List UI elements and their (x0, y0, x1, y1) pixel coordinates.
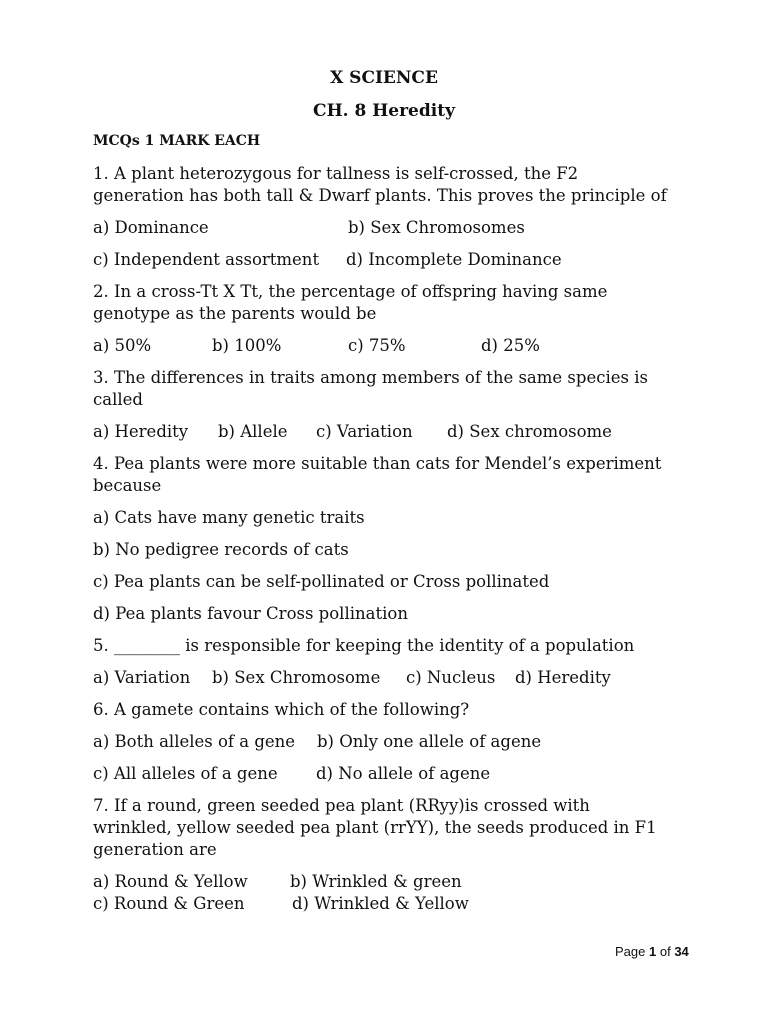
question-6-option-b: b) Only one allele of agene (317, 732, 542, 751)
question-1-line-2: generation has both tall & Dwarf plants. This proves the principle of (93, 186, 667, 205)
document-title: X SCIENCE (330, 68, 438, 88)
question-3-option-b: b) Allele (218, 422, 288, 441)
question-7-line-3: generation are (93, 840, 217, 859)
question-7-option-d: d) Wrinkled & Yellow (292, 894, 469, 913)
page-label: Page (615, 944, 646, 959)
question-1-line-1: 1. A plant heterozygous for tallness is self-crossed, the F2 (93, 164, 579, 183)
question-3-line-2: called (93, 390, 143, 409)
question-3-option-a: a) Heredity (93, 422, 189, 441)
question-1-option-a: a) Dominance (93, 218, 209, 237)
question-5-line-1: 5. ________ is responsible for keeping the identity of a population (93, 636, 635, 655)
question-1-option-d: d) Incomplete Dominance (346, 250, 562, 269)
question-7-option-b: b) Wrinkled & green (290, 872, 462, 891)
question-7-option-a: a) Round & Yellow (93, 872, 248, 891)
question-7-line-1: 7. If a round, green seeded pea plant (RRyy)is crossed with (93, 796, 590, 815)
question-6-line-1: 6. A gamete contains which of the following? (93, 700, 470, 719)
question-2-line-2: genotype as the parents would be (93, 304, 377, 323)
question-4-line-2: because (93, 476, 162, 495)
total-pages: 34 (674, 944, 689, 959)
question-7-option-c: c) Round & Green (93, 894, 245, 913)
question-2-option-c: c) 75% (348, 336, 406, 355)
section-heading: MCQs 1 MARK EACH (93, 133, 261, 149)
question-5-option-d: d) Heredity (515, 668, 611, 687)
question-1-option-b: b) Sex Chromosomes (348, 218, 525, 237)
question-5-option-b: b) Sex Chromosome (212, 668, 381, 687)
question-5-option-a: a) Variation (93, 668, 191, 687)
question-4-option-c: c) Pea plants can be self-pollinated or Cross pollinated (93, 572, 550, 591)
question-4-line-1: 4. Pea plants were more suitable than cats for Mendel’s experiment (93, 454, 662, 473)
question-4-option-b: b) No pedigree records of cats (93, 540, 349, 559)
question-6-option-d: d) No allele of agene (316, 764, 491, 783)
of-label: of (659, 944, 671, 959)
question-6-option-c: c) All alleles of a gene (93, 764, 278, 783)
question-3-option-c: c) Variation (316, 422, 413, 441)
question-7-line-2: wrinkled, yellow seeded pea plant (rrYY), the seeds produced in F1 (93, 818, 657, 837)
question-1-option-c: c) Independent assortment (93, 250, 320, 269)
question-2-line-1: 2. In a cross-Tt X Tt, the percentage of offspring having same (93, 282, 608, 301)
question-3-line-1: 3. The differences in traits among members of the same species is (93, 368, 648, 387)
question-2-option-d: d) 25% (481, 336, 540, 355)
question-6-option-a: a) Both alleles of a gene (93, 732, 296, 751)
chapter-title: CH. 8 Heredity (313, 101, 455, 121)
question-4-option-d: d) Pea plants favour Cross pollination (93, 604, 408, 623)
question-5-option-c: c) Nucleus (406, 668, 496, 687)
page-number: 1 (649, 944, 657, 959)
question-4-option-a: a) Cats have many genetic traits (93, 508, 365, 527)
question-2-option-b: b) 100% (212, 336, 282, 355)
question-2-option-a: a) 50% (93, 336, 152, 355)
question-3-option-d: d) Sex chromosome (447, 422, 612, 441)
page-indicator (615, 944, 689, 959)
